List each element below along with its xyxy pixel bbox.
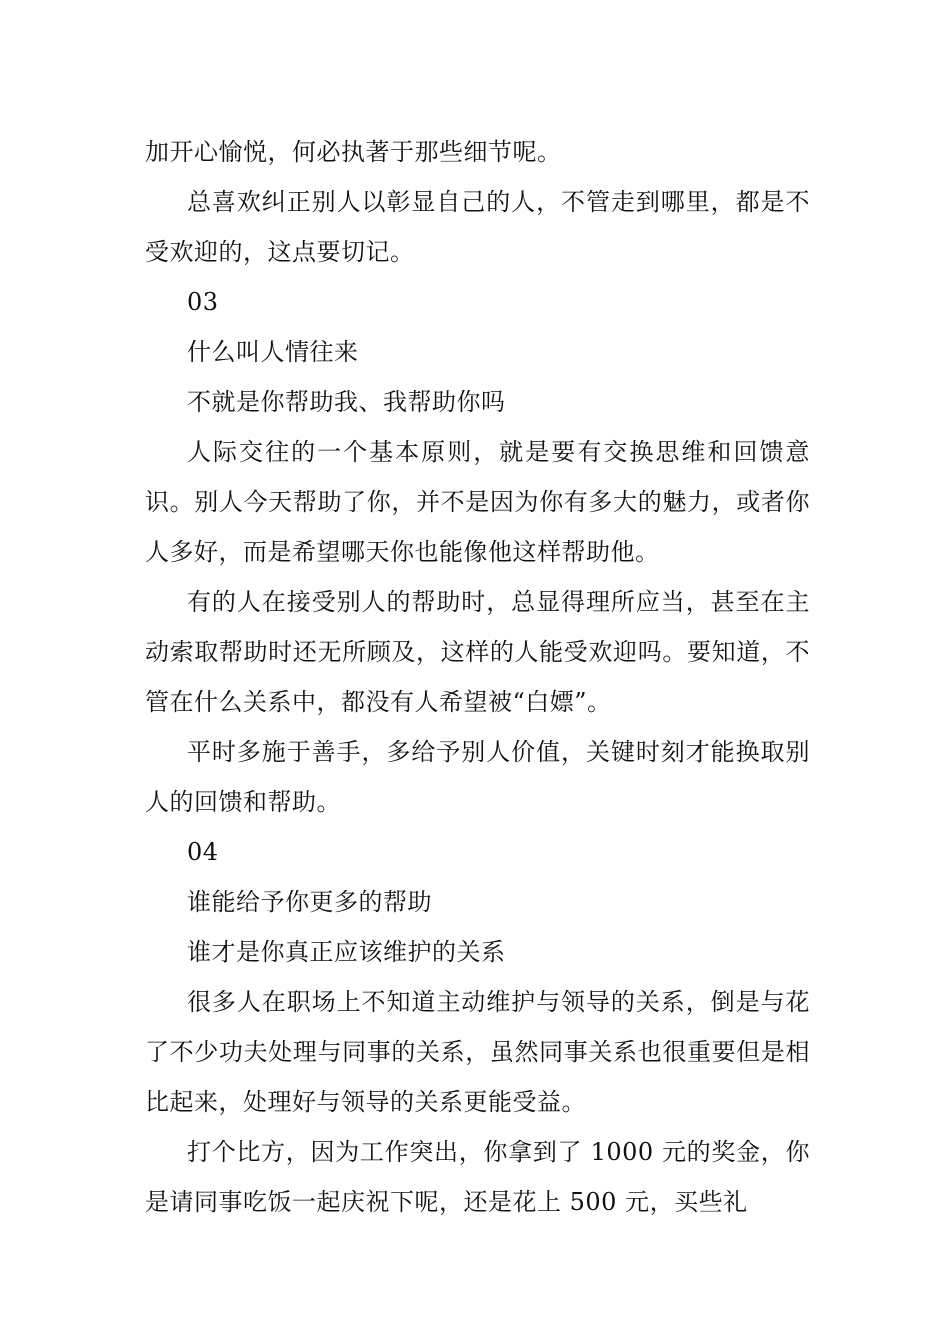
paragraph: 很多人在职场上不知道主动维护与领导的关系，倒是与花了不少功夫处理与同事的关系，虽然同事关系也很重要但是相比起来，处理好与领导的关系更能受益。 (145, 988, 810, 1116)
section-heading: 什么叫人情往来 (187, 338, 359, 366)
paragraph: 加开心愉悦，何必执著于那些细节呢。 (145, 138, 562, 166)
paragraph: 打个比方，因为工作突出，你拿到了 1000 元的奖金，你是请同事吃饭一起庆祝下呢，还是花上 500 元，买些礼 (145, 1138, 810, 1216)
section-heading: 谁能给予你更多的帮助 (187, 888, 432, 916)
section-subheading: 不就是你帮助我、我帮助你吗 (187, 388, 506, 416)
section-number: 04 (187, 838, 219, 866)
paragraph: 有的人在接受别人的帮助时，总显得理所应当，甚至在主动索取帮助时还无所顾及，这样的人能受欢迎吗。要知道，不管在什么关系中，都没有人希望被“白嫖”。 (145, 588, 810, 716)
section-number: 03 (187, 288, 219, 316)
document-body (145, 127, 810, 1227)
section-subheading: 谁才是你真正应该维护的关系 (187, 938, 506, 966)
paragraph: 平时多施于善手，多给予别人价值，关键时刻才能换取别人的回馈和帮助。 (145, 738, 810, 816)
paragraph: 人际交往的一个基本原则，就是要有交换思维和回馈意识。别人今天帮助了你，并不是因为你有多大的魅力，或者你人多好，而是希望哪天你也能像他这样帮助他。 (145, 438, 810, 566)
paragraph: 总喜欢纠正别人以彰显自己的人，不管走到哪里，都是不受欢迎的，这点要切记。 (145, 188, 810, 266)
